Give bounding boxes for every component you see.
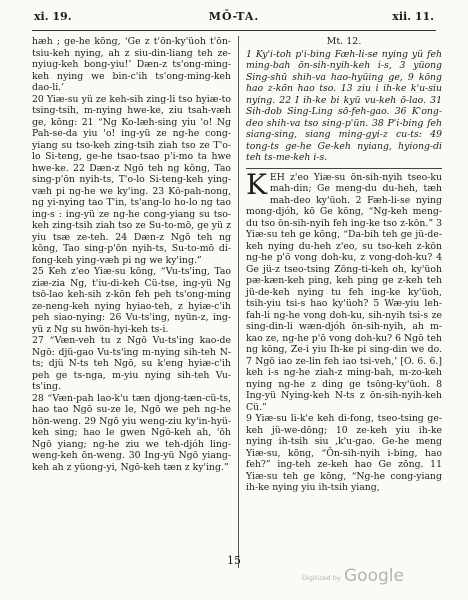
- text-paragraph: [246, 167, 442, 414]
- header-chapter-left: xi. 19.: [34, 10, 72, 23]
- text-paragraph: 28 “Væn-pah lao-k'u tæn djong-tæn-cü-ts, hao tao Ngō su-ze le, Ngō we peh ng-he hön-weng. 29 Ngō yiu weng-ziu ky'in-hyü-keh sing; hao le gwen Ngō-keh ah, 'ōh Ngō yiang; ng-he ziu we teh-djóh ling-weng-keh ōn-weng. 30 Ing-yü Ngō yiang-keh ah z yüong-yi, Ngō-keh tæn z ky'ing.”: [32, 392, 231, 473]
- header-rule: [32, 30, 436, 31]
- text-paragraph: 20 Yiæ-su yü ze keh-sih zing-li tso hyiæ-to tsing-tsih, m-nying hwe-ke, ziu tsah-væh ge, kōng: 21 “Ng Ko-læh-sing yiu 'o! Ng Pah-se-da yiu 'o! ing-yü ze ng-he cong-yiang su tso-keh zing-tsih ziah tso ze T'o-lo Si-teng, ge-he tsao-tsao p'i-mo ta hwe hwe-ke. 22 Dæn-z Ngō teh ng kōng, Tao sing-p'ōn nyih-ts, T'o-lo Si-teng-keh ying-væh pi ng-he we ky'ing. 23 Kō-pah-nong, ng yi-nying tao T'in, ts'ang-lo ho-lo ng tao ing-s : ing-yü ze ng-he cong-yiang su tso-keh zing-tsih ziah tso ze Su-to-mō, ge yü z yiu tsæ ze-teh. 24 Dæn-z Ngō teh ng kōng, Tao sing-p'ōn nyih-ts, Su-to-mō di-fong-keh ying-væh pi ng we ky'ing.”: [32, 93, 231, 266]
- text-paragraph: 27 “Væn-veh tu z Ngō Vu-ts'ing kao-de Ngō: djü-gao Vu-ts'ing m-nying sih-teh N-ts; djü N-ts teh Ngō, su k'eng hyiæ-c'ih peh ge ts-nga, m-yiu nying sih-teh Vu-ts'ing.: [32, 335, 231, 392]
- column-divider: [238, 36, 239, 568]
- running-header: [34, 10, 434, 26]
- digitized-by-label: Digitized by: [302, 574, 341, 582]
- chapter-reference: Mt. 12.: [326, 36, 362, 47]
- text-paragraph: 9 Yiæ-su li-k'e keh di-fong, tseo-tsing ge-keh jü-we-dōng; 10 ze-keh yiu ih-ke nying ih-tsih siu ‚k'u-gao. Ge-he meng Yiæ-su, kōng, “Ōn-sih-nyih i-bing, hao feh?” ing-teh ze-keh hao Ge zōng. 11 Yiæ-su teh ge kōng, “Ng-he cong-yiang ih-ke nying yiu ih-tsih yiang,: [246, 413, 442, 493]
- paragraph-body: EH z'eo Yiæ-su ōn-sih-nyih tseo-ku mah-din; Ge meng-du du-heh, tæh mah-deo ky'üoh. 2 Fæh-li-se nying mong-djóh, kō Ge kōng, “Ng-keh meng-du tso ōn-sih-nyih feh ing-ke tso z-kōn.” 3 Yiæ-su teh ge kōng, “Da-bih teh ge jü-de-keh nying du-heh z'eo, su tso-keh z-kōn ng-he p'ō vong doh-ku, z vong-doh-ku? 4 Ge jü-z tseo-tsing Zōng-ti-keh oh, ky'üoh pæ-kæn-keh ping, keh ping ge z-keh teh jü-de-keh nying tu feh ing-ke ky'üoh, tsih-yiu tsi-s hao ky'üoh? 5 Wæ-yiu leh-fah-li ng-he vong doh-ku, sih-nyih tsi-s ze sing-din-li wæn-djóh ōn-sih-nyih, ah m-kao ze, ng-he p'ō vong doh-ku? 6 Ngō teh ng kōng, Ze-i yiu Ih-ke pi sing-din we do. 7 Ngō iao ze-lin feh iao tsi-veh,’ [O. 6. 6.] keh i-s ng-he ziah-z ming-bah, m-zo-keh nying ng-he z ding ge tsōng-ky'üoh. 8 Ing-yü Nying-keh N-ts z ōn-sih-nyih-keh Cü.”: [246, 171, 442, 413]
- google-logo: Google: [344, 566, 404, 586]
- header-chapter-right: xii. 11.: [392, 10, 434, 23]
- text-paragraph: 25 Keh z'eo Yiæ-su kōng, “Vu-ts'ing, Tao ziæ-zia Ng, t'iu-di-keh Cü-tse, ing-yü Ng tsō-lao keh-sih z-kōn feh peh ts'ong-ming ze-neng-keh nying hyiao-teh, z hyiæ-c'ih peh siao-nying: 26 Vu-ts'ing, nyün-z, ing-yü z Ng su hwön-hyi-keh ts-i.: [32, 266, 231, 335]
- right-column: [246, 36, 442, 494]
- page-number: 15: [227, 554, 241, 567]
- left-column: [32, 36, 231, 473]
- drop-cap: K: [246, 167, 267, 201]
- text-paragraph: hæh ; ge-he kōng, ‘Ge z t'ōn-ky'üoh t'ōn-tsiu-keh nying, ah z siu-din-liang teh ze-nyiug-keh bong-yiu!’ Dæn-z ts'ong-ming-keh nying we bin-c'ih ts'ong-ming-keh dao-li.’: [32, 36, 231, 93]
- chapter-summary: 1 Ky'i-toh p'i-bing Fæh-li-se nying yü feh ming-bah ōn-sih-nyih-keh i-s, 3 yüong Sing-shū shih-va hao-hyüing ge, 9 kōng hao z-kōn hao tso. 13 ziu i ih-ke k'u-siu nying. 22 I ih-ke bi kyü vu-keh ō-lao. 31 Sih-dob Sing-Ling sō-feh-gao. 36 K'ong-deo shih-va tso sing-p'ün. 38 P'i-bing feh siang-sing, siang ming-gyi-z cu-ts: 49 tong-ts ge-he Ge-keh nyiang, hyiong-di teh ts-me-keh i-s.: [246, 49, 442, 169]
- header-book-title: MŌ-TA.: [208, 10, 260, 23]
